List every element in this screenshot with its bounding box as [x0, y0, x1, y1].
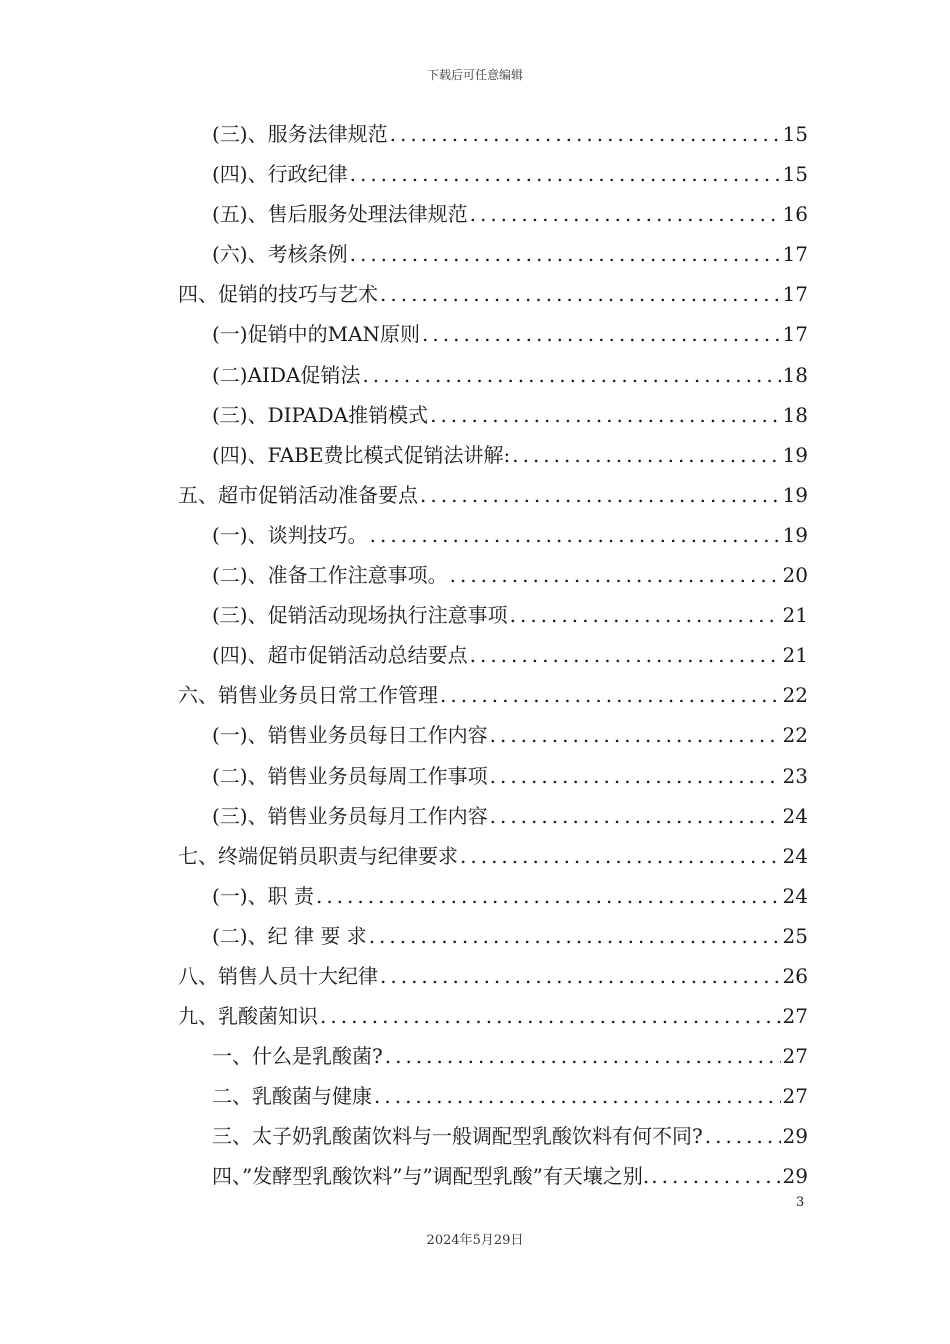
toc-dot-leader	[370, 515, 781, 555]
toc-entry-title: (四)、行政纪律	[212, 162, 348, 187]
toc-entry-page: 15	[782, 162, 808, 187]
toc-dot-leader	[362, 355, 780, 395]
toc-entry[interactable]	[178, 234, 808, 274]
toc-entry-title: (二)、准备工作注意事项。	[212, 563, 448, 588]
toc-entry[interactable]	[178, 274, 808, 314]
toc-entry[interactable]	[178, 314, 808, 354]
toc-entry-page: 17	[782, 242, 808, 267]
toc-entry-page: 19	[782, 522, 808, 547]
toc-entry-title: (二)、销售业务员每周工作事项	[212, 763, 488, 788]
toc-dot-leader	[430, 395, 780, 435]
toc-entry[interactable]	[178, 515, 808, 555]
toc-entry-page: 27	[782, 1044, 808, 1069]
toc-dot-leader	[374, 1076, 781, 1116]
toc-entry-page: 16	[782, 202, 808, 227]
toc-entry[interactable]	[178, 1116, 808, 1156]
toc-dot-leader	[350, 234, 781, 274]
toc-entry-title: (四)、FABE费比模式促销法讲解:	[212, 442, 511, 467]
toc-entry-title: (二)AIDA促销法	[212, 362, 361, 387]
toc-entry-title: 五、超市促销活动准备要点	[178, 482, 418, 507]
toc-entry-title: (六)、考核条例	[212, 242, 348, 267]
toc-entry-page: 17	[782, 322, 808, 347]
toc-entry[interactable]	[178, 1076, 808, 1116]
toc-entry-page: 17	[782, 282, 808, 307]
toc-entry[interactable]	[178, 1036, 808, 1076]
toc-entry-title: (一)促销中的MAN原则	[212, 322, 421, 347]
toc-entry-title: (三)、促销活动现场执行注意事项	[212, 603, 508, 628]
page-header: 下载后可任意编辑	[426, 68, 523, 82]
toc-dot-leader	[705, 1116, 781, 1156]
toc-entry-page: 20	[782, 563, 808, 588]
toc-dot-leader	[460, 836, 781, 876]
toc-dot-leader	[512, 435, 780, 475]
toc-entry[interactable]	[178, 756, 808, 796]
toc-dot-leader	[380, 956, 781, 996]
toc-entry[interactable]	[178, 635, 808, 675]
toc-entry-page: 24	[782, 883, 808, 908]
toc-dot-leader	[369, 916, 781, 956]
toc-entry[interactable]	[178, 555, 808, 595]
toc-dot-leader	[420, 475, 781, 515]
toc-entry-title: 一、什么是乳酸菌?	[212, 1044, 383, 1069]
toc-entry[interactable]	[178, 475, 808, 515]
toc-entry-title: (三)、服务法律规范	[212, 122, 388, 146]
page-number: 3	[796, 1195, 805, 1210]
toc-entry-page: 19	[782, 482, 808, 507]
toc-entry[interactable]	[178, 675, 808, 715]
toc-dot-leader	[380, 274, 781, 314]
toc-entry-page: 23	[782, 763, 808, 788]
toc-entry-page: 25	[782, 923, 808, 948]
toc-entry-title: (一)、销售业务员每日工作内容	[212, 723, 488, 748]
toc-entry-page: 22	[782, 723, 808, 748]
toc-entry-page: 24	[782, 803, 808, 828]
toc-entry[interactable]	[178, 1156, 808, 1196]
toc-entry-page: 24	[782, 843, 808, 868]
toc-entry[interactable]	[178, 996, 808, 1036]
toc-dot-leader	[316, 876, 781, 916]
toc-entry-title: 八、销售人员十大纪律	[178, 963, 378, 988]
toc-entry[interactable]	[178, 395, 808, 435]
table-of-contents	[178, 114, 808, 1197]
toc-dot-leader	[510, 595, 781, 635]
toc-entry-title: 七、终端促销员职责与纪律要求	[178, 843, 458, 868]
toc-entry[interactable]	[178, 836, 808, 876]
toc-dot-leader	[490, 796, 781, 836]
toc-entry[interactable]	[178, 916, 808, 956]
toc-entry-title: (一)、谈判技巧。	[212, 522, 368, 547]
toc-dot-leader	[470, 194, 781, 234]
toc-dot-leader	[422, 314, 781, 354]
toc-entry-title: 二、乳酸菌与健康	[212, 1084, 372, 1109]
toc-entry[interactable]	[178, 154, 808, 194]
toc-entry-page: 26	[782, 963, 808, 988]
toc-entry-page: 27	[782, 1004, 808, 1029]
toc-dot-leader	[440, 675, 781, 715]
toc-entry[interactable]	[178, 355, 808, 395]
toc-dot-leader	[350, 154, 781, 194]
toc-entry[interactable]	[178, 435, 808, 475]
toc-entry-page: 15	[782, 122, 808, 146]
toc-entry-title: 六、销售业务员日常工作管理	[178, 683, 438, 708]
toc-entry-title: (一)、职 责	[212, 883, 314, 908]
toc-entry[interactable]	[178, 956, 808, 996]
toc-entry-title: (四)、超市促销活动总结要点	[212, 643, 468, 668]
toc-dot-leader	[450, 555, 781, 595]
toc-entry-title: 四、促销的技巧与艺术	[178, 282, 378, 307]
toc-entry[interactable]	[178, 796, 808, 836]
toc-dot-leader	[651, 1156, 780, 1196]
toc-dot-leader	[320, 996, 781, 1036]
toc-entry-title: (三)、DIPADA推销模式	[212, 402, 429, 427]
toc-entry-title: 三、太子奶乳酸菌饮料与一般调配型乳酸饮料有何不同?	[212, 1124, 703, 1149]
toc-entry-page: 18	[782, 402, 808, 427]
toc-dot-leader	[490, 756, 781, 796]
toc-entry-title: 九、乳酸菌知识	[178, 1004, 318, 1029]
toc-entry-page: 21	[782, 643, 808, 668]
page-footer-date: 2024年5月29日	[426, 1233, 524, 1248]
toc-entry-page: 19	[782, 442, 808, 467]
toc-dot-leader	[385, 1036, 781, 1076]
toc-entry-page: 29	[782, 1124, 808, 1149]
toc-dot-leader	[490, 715, 781, 755]
toc-entry-page: 18	[782, 362, 808, 387]
toc-entry-page: 21	[782, 603, 808, 628]
toc-dot-leader	[470, 635, 781, 675]
toc-entry-title: (五)、售后服务处理法律规范	[212, 202, 468, 227]
toc-dot-leader	[390, 114, 781, 154]
toc-entry[interactable]	[178, 595, 808, 635]
toc-entry[interactable]	[178, 114, 808, 154]
toc-entry-title: 四、”发酵型乳酸饮料”与”调配型乳酸”有天壤之别.	[212, 1164, 650, 1189]
toc-entry[interactable]	[178, 715, 808, 755]
toc-entry[interactable]	[178, 194, 808, 234]
toc-entry-page: 22	[782, 683, 808, 708]
toc-entry-title: (二)、纪 律 要 求	[212, 923, 367, 948]
toc-entry-page: 29	[782, 1164, 808, 1189]
toc-entry-page: 27	[782, 1084, 808, 1109]
toc-entry-title: (三)、销售业务员每月工作内容	[212, 803, 488, 828]
toc-entry[interactable]	[178, 876, 808, 916]
